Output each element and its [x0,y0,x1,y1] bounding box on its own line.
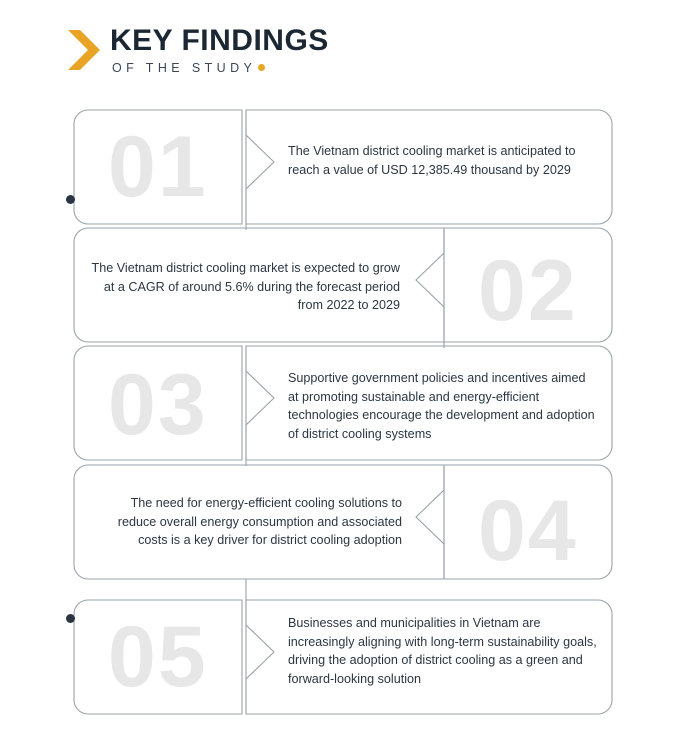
item-number-05: 05 [108,609,208,705]
item-number-03: 03 [108,357,208,453]
item-number-02: 02 [478,243,578,339]
item-number-01: 01 [108,119,208,215]
item-text-01: The Vietnam district cooling market is anticipated to reach a value of USD 12,385.49 thousand by 2029 [288,144,576,177]
item-text-03: Supportive government policies and incentives aimed at promoting sustainable and energy-efficient technologies encourage the development and adoption of district cooling systems [288,371,595,441]
page-title: KEY FINDINGS [110,24,329,57]
item-number-04: 04 [478,483,578,579]
bullet-dot-left-top [66,195,75,204]
page-subtitle: OF THE STUDY [112,61,257,75]
bullet-dot-left-bottom [66,614,75,623]
item-text-05: Businesses and municipalities in Vietnam are increasingly aligning with long-term sustainability goals, driving the adoption of district cooling as a green and forward-looking solution [288,616,597,686]
item-text-04: The need for energy-efficient cooling solutions to reduce overall energy consumption and associated costs is a key driver for district cooling adoption [117,496,402,547]
item-text-02: The Vietnam district cooling market is expected to grow at a CAGR of around 5.6% during the forecast period from 2022 to 2029 [91,261,400,312]
